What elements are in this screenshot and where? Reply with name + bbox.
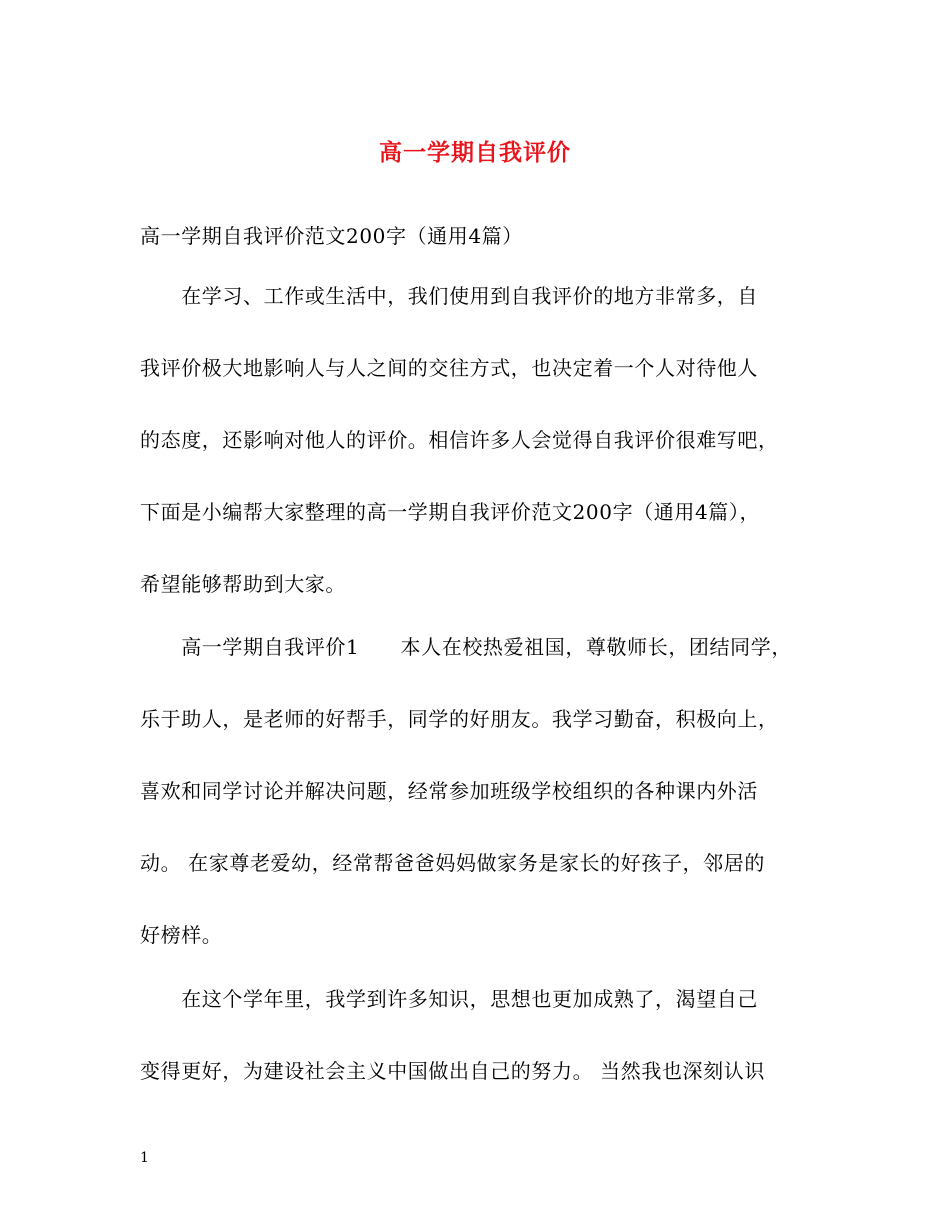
body-line: 我评价极大地影响人与人之间的交往方式，也决定着一个人对待他人 (140, 356, 758, 380)
body-line: 在这个学年里，我学到许多知识，思想也更加成熟了，渴望自己 (140, 987, 758, 1011)
body-line: 动。 在家尊老爱幼，经常帮爸爸妈妈做家务是家长的好孩子，邻居的 (140, 851, 765, 875)
body-line: 下面是小编帮大家整理的高一学期自我评价范文200字（通用4篇）， (140, 500, 761, 524)
body-line: 变得更好，为建设社会主义中国做出自己的努力。 当然我也深刻认识 (140, 1059, 765, 1083)
page-number: 1 (140, 1150, 149, 1166)
body-line: 乐于助人，是老师的好帮手，同学的好朋友。我学习勤奋，积极向上， (140, 707, 779, 731)
document-title: 高一学期自我评价 (379, 139, 571, 166)
body-line: 希望能够帮助到大家。 (140, 572, 346, 596)
body-line: 的态度，还影响对他人的评价。相信许多人会觉得自我评价很难写吧， (140, 428, 779, 452)
body-line: 喜欢和同学讨论并解决问题，经常参加班级学校组织的各种课内外活 (140, 779, 758, 803)
body-line: 高一学期自我评价1 本人在校热爱祖国，尊敬师长，团结同学， (140, 635, 792, 659)
body-line: 在学习、工作或生活中，我们使用到自我评价的地方非常多，自 (140, 284, 758, 308)
document-subtitle: 高一学期自我评价范文200字（通用4篇） (140, 224, 523, 248)
body-line: 好榜样。 (140, 923, 223, 947)
